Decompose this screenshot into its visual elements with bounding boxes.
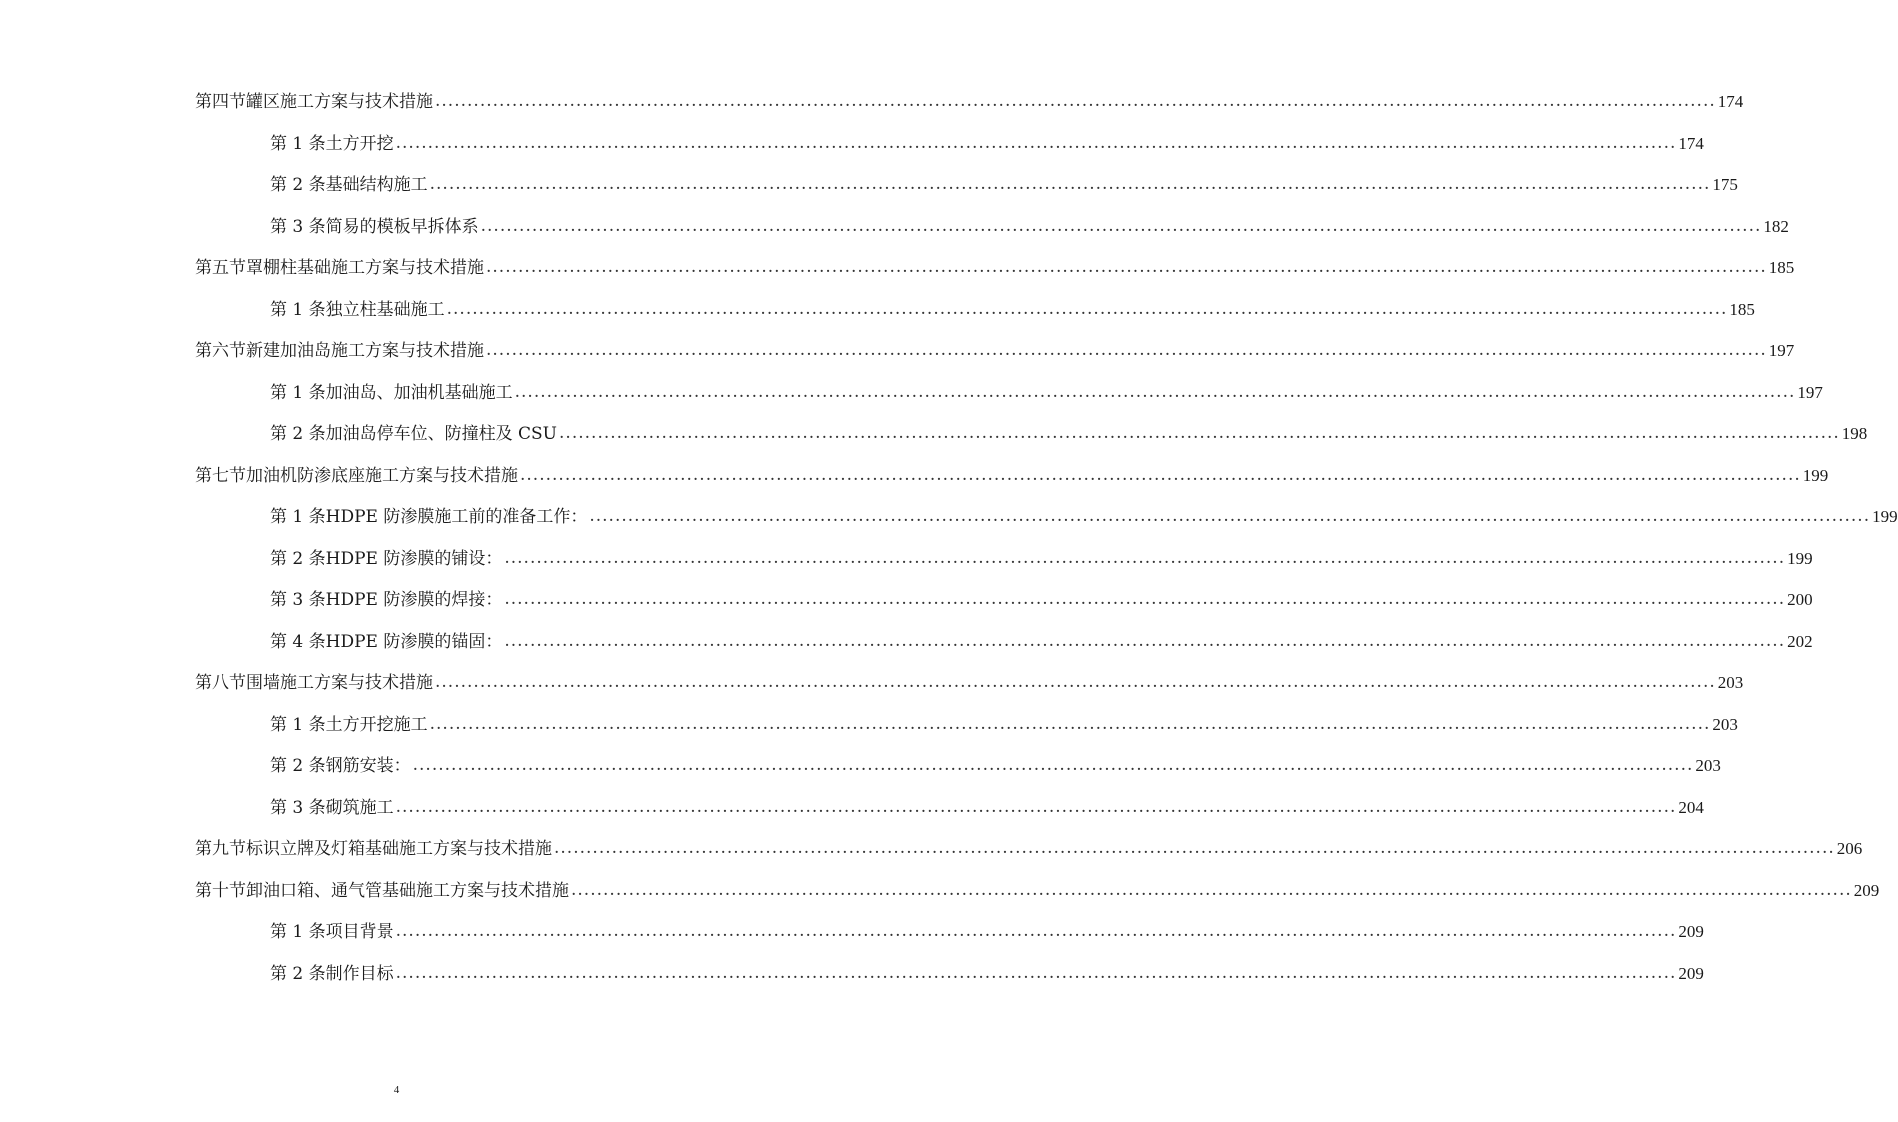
toc-entry-label: 第 1 条 xyxy=(270,714,326,735)
dot-leader: ........................................................................................................................................................................................................ xyxy=(504,630,1786,651)
toc-entry-page: 199 xyxy=(1802,465,1829,485)
toc-entry-page: 204 xyxy=(1678,797,1704,817)
toc-entry-title: 加油岛停车位、防撞柱及 CSU xyxy=(325,424,558,444)
toc-entry-label: 第 1 条 xyxy=(270,922,326,942)
toc-entry-label: 第 2 条 xyxy=(270,963,326,984)
dot-leader: ........................................................................................................................................................................................................ xyxy=(429,174,1711,194)
toc-entry-title: HDPE 防渗膜施工前的准备工作： xyxy=(325,507,588,527)
toc-entry-page: 197 xyxy=(1797,382,1823,402)
toc-article-entry[interactable] xyxy=(270,713,1738,737)
toc-entry-label: 第 1 条 xyxy=(270,507,326,527)
dot-leader: ........................................................................................................................................................................................................ xyxy=(589,506,1871,526)
dot-leader: ........................................................................................................................................................................................................ xyxy=(504,589,1786,609)
toc-entry-label: 第十节 xyxy=(195,880,246,901)
toc-entry-page: 206 xyxy=(1836,839,1863,858)
toc-article-entry[interactable] xyxy=(270,132,1704,156)
dot-leader: ........................................................................................................................................................................................................ xyxy=(559,423,1840,443)
toc-entry-label: 第 3 条 xyxy=(270,590,326,610)
toc-entry-label: 第七节 xyxy=(195,465,246,486)
toc-entry-label: 第 2 条 xyxy=(270,548,326,569)
toc-entry-title: 简易的模板早拆体系 xyxy=(325,216,479,237)
dot-leader: ........................................................................................................................................................................................................ xyxy=(435,91,1716,111)
toc-entry-page: 209 xyxy=(1678,922,1704,941)
dot-leader: ........................................................................................................................................................................................................ xyxy=(480,215,1762,236)
toc-entry-title: 罐区施工方案与技术措施 xyxy=(246,92,433,112)
toc-article-entry[interactable] xyxy=(270,381,1823,405)
toc-entry-label: 第 3 条 xyxy=(270,797,326,818)
toc-entry-title: HDPE 防渗膜的焊接： xyxy=(325,590,503,610)
toc-article-entry[interactable] xyxy=(270,754,1721,778)
toc-entry-page: 202 xyxy=(1787,631,1813,651)
toc-article-entry[interactable] xyxy=(270,298,1755,322)
toc-section-entry[interactable] xyxy=(195,837,1863,861)
toc-entry-page: 175 xyxy=(1712,175,1738,194)
dot-leader: ........................................................................................................................................................................................................ xyxy=(412,755,1694,775)
toc-entry-label: 第 2 条 xyxy=(270,175,326,195)
toc-entry-page: 197 xyxy=(1768,341,1795,360)
toc-article-entry[interactable] xyxy=(270,920,1704,944)
toc-section-entry[interactable] xyxy=(195,256,1795,280)
toc-article-entry[interactable] xyxy=(270,422,1868,446)
toc-entry-page: 174 xyxy=(1717,92,1744,111)
toc-section-entry[interactable] xyxy=(195,879,1880,903)
toc-article-entry[interactable] xyxy=(270,215,1789,239)
toc-article-entry[interactable] xyxy=(270,505,1898,529)
dot-leader: ........................................................................................................................................................................................................ xyxy=(435,672,1716,692)
toc-entry-label: 第四节 xyxy=(195,92,246,112)
toc-section-entry[interactable] xyxy=(195,671,1744,695)
toc-article-entry[interactable] xyxy=(270,630,1813,654)
toc-entry-page: 182 xyxy=(1763,216,1789,236)
dot-leader: ........................................................................................................................................................................................................ xyxy=(486,257,1767,277)
toc-entry-title: HDPE 防渗膜的铺设： xyxy=(325,548,503,569)
toc-entry-title: 卸油口箱、通气管基础施工方案与技术措施 xyxy=(246,880,569,901)
toc-entry-page: 203 xyxy=(1695,756,1721,775)
toc-entry-label: 第 2 条 xyxy=(270,756,326,776)
toc-entry-page: 209 xyxy=(1678,963,1704,983)
dot-leader: ........................................................................................................................................................................................................ xyxy=(395,921,1677,941)
toc-entry-page: 209 xyxy=(1853,880,1880,900)
toc-article-entry[interactable] xyxy=(270,547,1813,571)
toc-entry-title: 项目背景 xyxy=(325,922,394,942)
dot-leader: ........................................................................................................................................................................................................ xyxy=(395,132,1677,153)
toc-section-entry[interactable] xyxy=(195,339,1795,363)
toc-entry-label: 第 2 条 xyxy=(270,424,326,444)
toc-entry-label: 第六节 xyxy=(195,341,246,361)
toc-entry-title: 标识立牌及灯箱基础施工方案与技术措施 xyxy=(246,839,552,859)
toc-entry-page: 203 xyxy=(1717,673,1744,692)
toc-entry-page: 185 xyxy=(1768,258,1795,277)
page-number: 4 xyxy=(393,1084,400,1096)
dot-leader: ........................................................................................................................................................................................................ xyxy=(554,838,1835,858)
toc-entry-title: 钢筋安装： xyxy=(325,756,411,776)
toc-entry-page: 198 xyxy=(1841,424,1868,443)
toc-entry-title: 砌筑施工 xyxy=(325,797,394,818)
dot-leader: ........................................................................................................................................................................................................ xyxy=(446,298,1728,319)
toc-entry-label: 第 1 条 xyxy=(270,133,326,154)
toc-entry-label: 第五节 xyxy=(195,258,246,278)
toc-entry-page: 200 xyxy=(1787,590,1813,609)
toc-entry-title: 新建加油岛施工方案与技术措施 xyxy=(246,341,484,361)
toc-section-entry[interactable] xyxy=(195,90,1744,114)
toc-entry-label: 第 3 条 xyxy=(270,216,326,237)
toc-entry-page: 199 xyxy=(1872,507,1898,526)
toc-article-entry[interactable] xyxy=(270,962,1704,986)
toc-entry-page: 174 xyxy=(1678,133,1704,153)
dot-leader: ........................................................................................................................................................................................................ xyxy=(429,713,1711,734)
toc-entry-title: 加油岛、加油机基础施工 xyxy=(325,382,513,403)
toc-entry-title: 独立柱基础施工 xyxy=(325,299,445,320)
toc-entry-title: 加油机防渗底座施工方案与技术措施 xyxy=(246,465,518,486)
dot-leader: ........................................................................................................................................................................................................ xyxy=(520,464,1801,485)
toc-section-entry[interactable] xyxy=(195,464,1829,488)
toc-article-entry[interactable] xyxy=(270,588,1813,612)
toc-entry-page: 203 xyxy=(1712,714,1738,734)
dot-leader: ........................................................................................................................................................................................................ xyxy=(504,547,1786,568)
toc-article-entry[interactable] xyxy=(270,796,1704,820)
dot-leader: ........................................................................................................................................................................................................ xyxy=(486,340,1767,360)
dot-leader: ........................................................................................................................................................................................................ xyxy=(395,962,1677,983)
toc-entry-title: 制作目标 xyxy=(325,963,394,984)
toc-article-entry[interactable] xyxy=(270,173,1738,197)
toc-entry-title: HDPE 防渗膜的锚固： xyxy=(325,631,503,652)
toc-entry-title: 基础结构施工 xyxy=(325,175,428,195)
dot-leader: ........................................................................................................................................................................................................ xyxy=(571,879,1852,900)
toc-entry-title: 土方开挖 xyxy=(325,133,394,154)
toc-entry-label: 第 4 条 xyxy=(270,631,326,652)
toc-entry-title: 罩棚柱基础施工方案与技术措施 xyxy=(246,258,484,278)
toc-entry-label: 第八节 xyxy=(195,673,246,693)
dot-leader: ........................................................................................................................................................................................................ xyxy=(514,381,1796,402)
toc-entry-page: 199 xyxy=(1787,548,1813,568)
dot-leader: ........................................................................................................................................................................................................ xyxy=(395,796,1677,817)
toc-entry-title: 土方开挖施工 xyxy=(325,714,428,735)
toc-entry-page: 185 xyxy=(1729,299,1755,319)
toc-entry-label: 第 1 条 xyxy=(270,382,326,403)
toc-entry-label: 第九节 xyxy=(195,839,246,859)
toc-entry-label: 第 1 条 xyxy=(270,299,326,320)
toc-entry-title: 围墙施工方案与技术措施 xyxy=(246,673,433,693)
